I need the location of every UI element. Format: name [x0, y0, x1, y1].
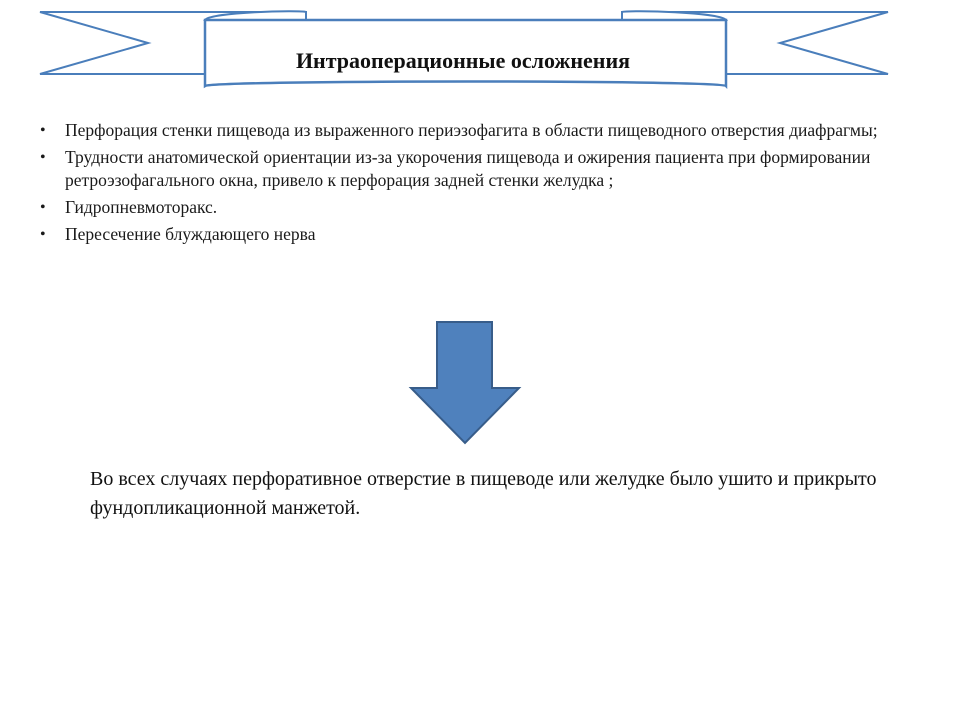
complications-list — [40, 119, 900, 250]
list-item: • Трудности анатомической ориентации из-за укорочения пищевода и ожирения пациента при формировании ретроэзофагального окна, привело к перфорация задней стенки желудка ; — [40, 146, 900, 192]
conclusion-text: Во всех случаях перфоративное отверстие в пищеводе или желудке было ушито и прикрыто фундопликационной манжетой. — [90, 468, 877, 519]
list-item: • Пересечение блуждающего нерва — [40, 223, 900, 246]
list-item: • Гидропневмоторакс. — [40, 196, 900, 219]
list-item: • Перфорация стенки пищевода из выраженного периэзофагита в области пищеводного отверстия диафрагмы; — [40, 119, 900, 142]
down-arrow-icon — [408, 320, 522, 446]
page-title: Интраоперационные осложнения — [295, 48, 631, 73]
